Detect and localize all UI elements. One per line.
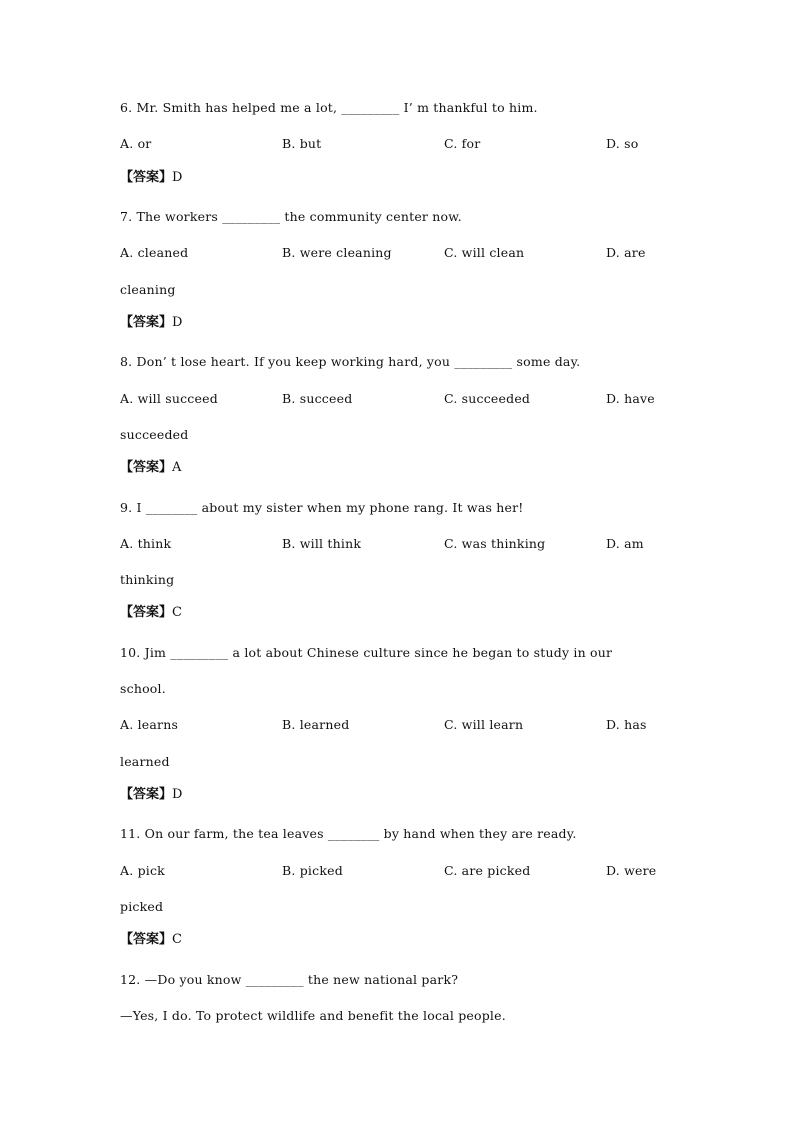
answer-value: A: [172, 460, 182, 475]
q7-option-c: C. will clean: [444, 245, 525, 260]
q10-option-a: A. learns: [120, 717, 179, 732]
q8-option-d-wrap: succeeded: [120, 427, 189, 442]
q10-option-d-wrap: learned: [120, 754, 170, 769]
q7-answer: [120, 315, 182, 331]
answer-label: 【答案】: [120, 315, 173, 330]
question-10: 10. Jim _________ a lot about Chinese culture since he began to study in our: [120, 645, 613, 660]
q9-answer: [120, 605, 182, 621]
q10-option-b: B. learned: [282, 717, 350, 732]
q11-answer: [120, 932, 182, 948]
q6-option-d: D. so: [606, 136, 639, 151]
q11-option-a: A. pick: [120, 863, 165, 878]
q8-option-b: B. succeed: [282, 391, 353, 406]
q8-answer: [120, 460, 181, 476]
question-6: 6. Mr. Smith has helped me a lot, _________ I’ m thankful to him.: [120, 100, 538, 115]
q8-option-a: A. will succeed: [120, 391, 218, 406]
q7-option-d-wrap: cleaning: [120, 282, 176, 297]
q7-option-a: A. cleaned: [120, 245, 189, 260]
q7-option-b: B. were cleaning: [282, 245, 392, 260]
answer-value: C: [172, 932, 182, 947]
q6-option-b: B. but: [282, 136, 322, 151]
answer-value: D: [172, 170, 183, 185]
question-12: 12. —Do you know _________ the new national park?: [120, 972, 459, 987]
q11-option-d-wrap: picked: [120, 899, 164, 914]
q9-option-a: A. think: [120, 536, 172, 551]
q9-option-d: D. am: [606, 536, 644, 551]
q11-option-b: B. picked: [282, 863, 343, 878]
answer-label: 【答案】: [120, 605, 173, 620]
question-10-wrap: school.: [120, 681, 166, 696]
answer-label: 【答案】: [120, 787, 173, 802]
q9-option-c: C. was thinking: [444, 536, 546, 551]
question-11: 11. On our farm, the tea leaves ________ by hand when they are ready.: [120, 826, 577, 841]
q11-option-c: C. are picked: [444, 863, 531, 878]
answer-label: 【答案】: [120, 170, 173, 185]
q11-option-d: D. were: [606, 863, 657, 878]
q7-option-d: D. are: [606, 245, 646, 260]
q6-option-a: A. or: [120, 136, 152, 151]
q9-option-d-wrap: thinking: [120, 572, 175, 587]
answer-value: D: [172, 315, 183, 330]
q9-option-b: B. will think: [282, 536, 362, 551]
answer-value: D: [172, 787, 183, 802]
question-9: 9. I ________ about my sister when my phone rang. It was her!: [120, 500, 524, 515]
answer-value: C: [172, 605, 182, 620]
q10-option-c: C. will learn: [444, 717, 524, 732]
q8-option-c: C. succeeded: [444, 391, 531, 406]
question-12-reply: —Yes, I do. To protect wildlife and benefit the local people.: [120, 1008, 506, 1023]
q8-option-d: D. have: [606, 391, 655, 406]
q10-option-d: D. has: [606, 717, 647, 732]
answer-label: 【答案】: [120, 932, 173, 947]
q10-answer: [120, 787, 182, 803]
q6-option-c: C. for: [444, 136, 481, 151]
question-7: 7. The workers _________ the community center now.: [120, 209, 462, 224]
answer-label: 【答案】: [120, 460, 173, 475]
question-8: 8. Don’ t lose heart. If you keep working hard, you _________ some day.: [120, 354, 581, 369]
q6-answer: [120, 170, 182, 186]
